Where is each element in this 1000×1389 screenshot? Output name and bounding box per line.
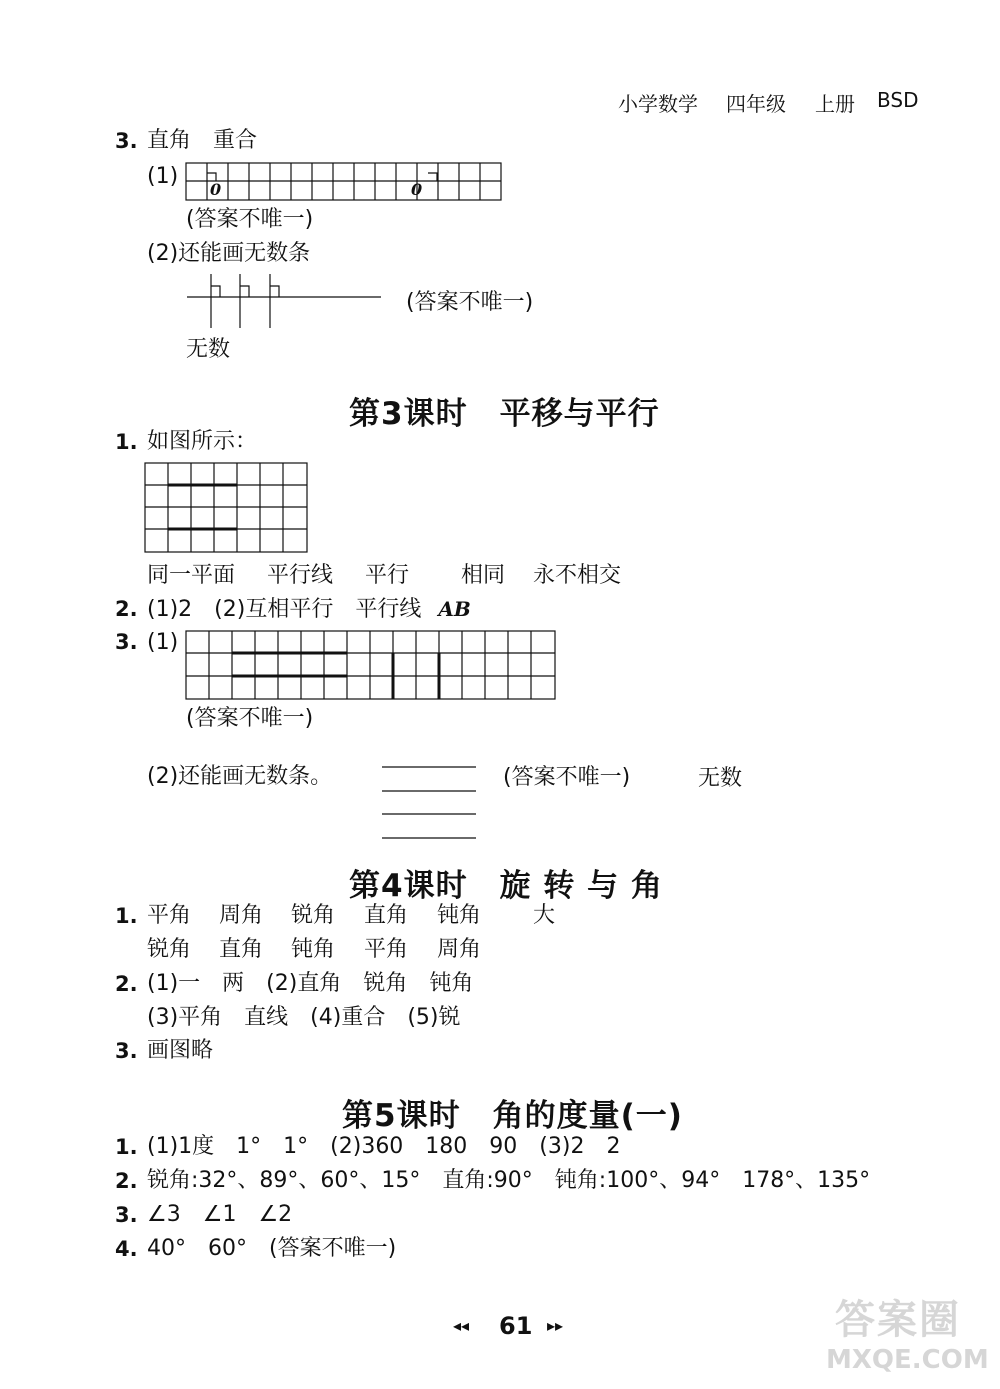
question-number: 2. — [115, 972, 138, 996]
header-subject: 小学数学 — [618, 92, 698, 116]
header-edition: BSD — [877, 88, 919, 112]
header-grade: 四年级 — [726, 92, 786, 116]
grid-zero-label: 0 — [210, 180, 222, 199]
answer-word: 永不相交 — [533, 563, 622, 588]
answer-word: 直角 — [219, 937, 264, 962]
page-arrows-right-icon: ▸▸ — [547, 1316, 564, 1335]
answer-text: (1)1度 1° 1° (2)360 180 90 (3)2 2 — [147, 1134, 621, 1159]
answer-word: 平角 — [147, 903, 192, 928]
answer-text — [147, 596, 471, 623]
answer-word: 钝角 — [291, 937, 336, 962]
header-volume: 上册 — [815, 92, 855, 116]
answer-word: 直角 — [364, 903, 409, 928]
part-text: (2)还能画无数条 — [147, 241, 311, 266]
answer-word: 锐角 — [291, 903, 336, 928]
question-number: 3. — [115, 1039, 138, 1063]
page-number: 61 — [499, 1312, 533, 1340]
grid-diagram-1 — [185, 162, 505, 204]
question-number: 3. — [115, 1203, 138, 1227]
answer-text: 画图略 — [147, 1038, 214, 1063]
answer-text: 如图所示： — [147, 429, 258, 454]
question-number: 1. — [115, 430, 138, 454]
grid-diagram-3 — [185, 630, 559, 702]
question-number: 2. — [115, 1169, 138, 1193]
question-number: 3. — [115, 630, 138, 654]
answer-text: ∠3 ∠1 ∠2 — [147, 1202, 293, 1227]
answer-word: 周角 — [437, 937, 482, 962]
answer-text: (1)一 两 (2)直角 锐角 钝角 — [147, 971, 474, 996]
grid-zero-label: 0 — [411, 180, 423, 199]
answer-word: 锐角 — [147, 937, 192, 962]
question-number: 1. — [115, 1135, 138, 1159]
question-number: 3. — [115, 129, 138, 153]
grid-diagram-2 — [144, 462, 310, 556]
question-number: 1. — [115, 904, 138, 928]
section-title: 第3课时 平移与平行 — [349, 396, 660, 432]
answer-text: 40° 60° (答案不唯一) — [147, 1236, 397, 1261]
answer-word: 钝角 — [437, 903, 482, 928]
answer-word: 相同 — [461, 563, 506, 588]
note: (答案不唯一) — [406, 290, 534, 315]
question-number: 2. — [115, 597, 138, 621]
part-label: (1) — [147, 164, 179, 189]
answer-word: 平行 — [365, 563, 410, 588]
section-title: 第4课时 旋 转 与 角 — [349, 868, 663, 904]
section-title: 第5课时 角的度量(一) — [342, 1098, 683, 1134]
answer-text-main: (1)2 (2)互相平行 平行线 — [147, 597, 422, 622]
part-label: (1) — [147, 630, 179, 655]
answer-word: 大 — [533, 903, 556, 928]
answer-text: 无数 — [186, 337, 231, 362]
note: (答案不唯一) — [186, 207, 314, 232]
watermark-logo: 答案圈 — [835, 1297, 961, 1343]
answer-word: 同一平面 — [147, 563, 236, 588]
line-label: AB — [438, 597, 471, 621]
answer-text: (3)平角 直线 (4)重合 (5)锐 — [147, 1005, 461, 1030]
answer-word: 平行线 — [267, 563, 334, 588]
page-arrows-left-icon: ◂◂ — [453, 1316, 470, 1335]
note: (答案不唯一) — [186, 706, 314, 731]
parallel-lines-diagram — [380, 760, 480, 842]
answer-text: 锐角:32°、89°、60°、15° 直角:90° 钝角:100°、94° 178°、135° — [147, 1168, 871, 1193]
part-text: (2)还能画无数条。 — [147, 764, 333, 789]
watermark-url: MXQE.COM — [826, 1345, 989, 1375]
answer-word: 平角 — [364, 937, 409, 962]
question-number: 4. — [115, 1237, 138, 1261]
note: (答案不唯一) — [503, 765, 631, 790]
perpendicular-lines-diagram — [185, 272, 385, 332]
answer-text: 无数 — [698, 766, 743, 791]
answer-text: 直角 重合 — [147, 128, 258, 153]
answer-word: 周角 — [219, 903, 264, 928]
